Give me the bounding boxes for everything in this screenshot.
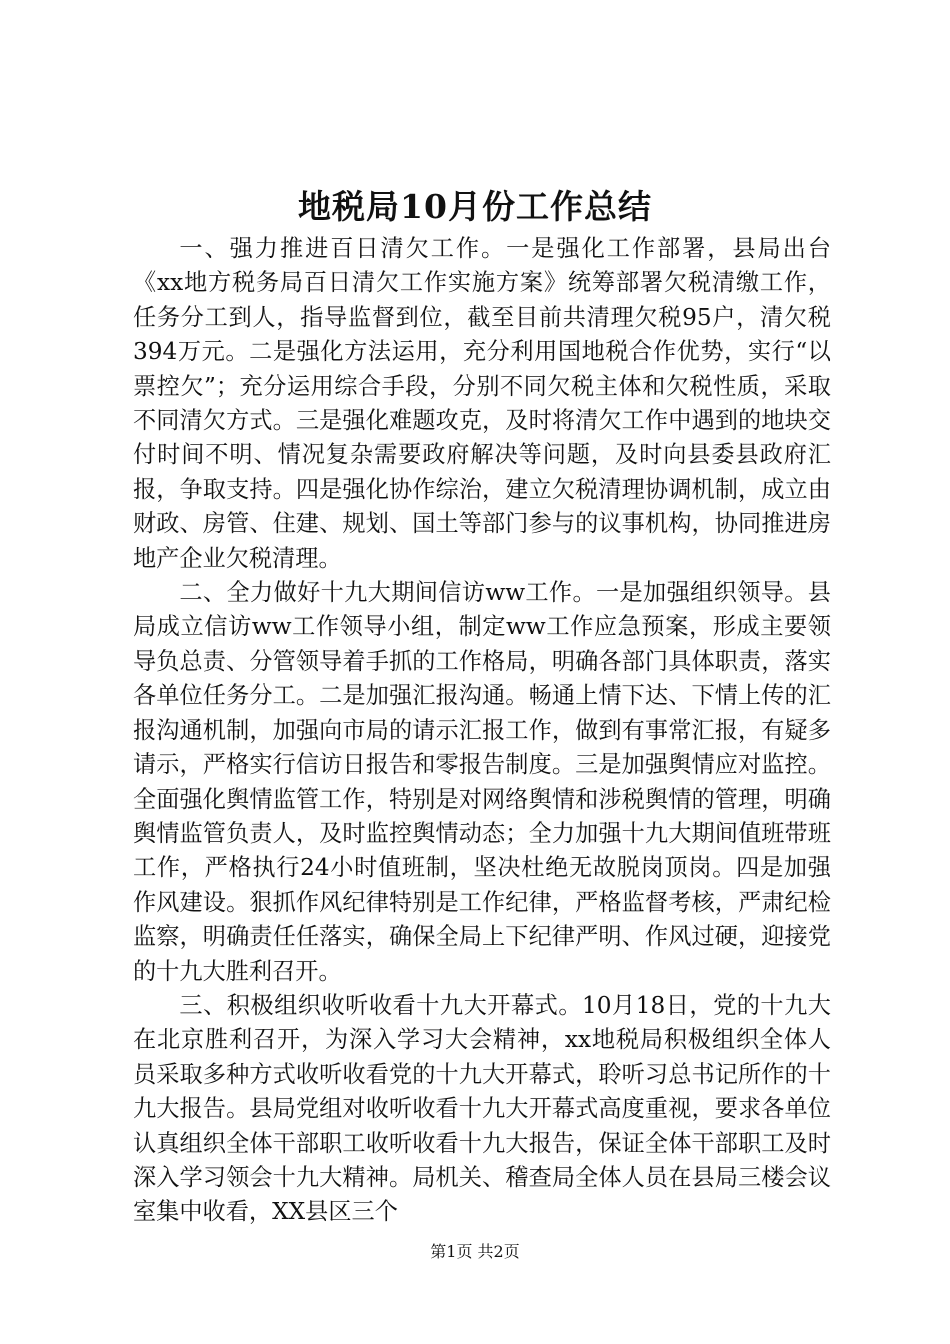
document-title: 地税局10月份工作总结 bbox=[298, 187, 652, 226]
paragraph-3: 三、积极组织收听收看十九大开幕式。10月18日，党的十九大在北京胜利召开，为深入学习大会精神，xx地税局积极组织全体人员采取多种方式收听收看党的十九大开幕式，聆听习总书记所作的十九大报告。县局党组对收听收看十九大开幕式高度重视，要求各单位认真组织全体干部职工收听收看十九大报告，保证全体干部职工及时深入学习领会十九大精神。局机关、稽查局全体人员在县局三楼会议室集中收看，XX县区三个 bbox=[133, 991, 831, 1226]
document-body bbox=[133, 232, 831, 1230]
paragraph-2: 二、全力做好十九大期间信访ww工作。一是加强组织领导。县局成立信访ww工作领导小组，制定ww工作应急预案，形成主要领导负总责、分管领导着手抓的工作格局，明确各部门具体职责，落实各单位任务分工。二是加强汇报沟通。畅通上情下达、下情上传的汇报沟通机制，加强向市局的请示汇报工作，做到有事常汇报，有疑多请示，严格实行信访日报告和零报告制度。三是加强舆情应对监控。全面强化舆情监管工作，特别是对网络舆情和涉税舆情的管理，明确舆情监管负责人，及时监控舆情动态；全力加强十九大期间值班带班工作，严格执行24小时值班制，坚决杜绝无故脱岗顶岗。四是加强作风建设。狠抓作风纪律特别是工作纪律，严格监督考核，严肃纪检监察，明确责任任落实，确保全局上下纪律严明、作风过硬，迎接党的十九大胜利召开。 bbox=[133, 579, 831, 985]
paragraph-1: 一、强力推进百日清欠工作。一是强化工作部署，县局出台《xx地方税务局百日清欠工作实施方案》统筹部署欠税清缴工作，任务分工到人，指导监督到位，截至目前共清理欠税95户，清欠税394万元。二是强化方法运用，充分利用国地税合作优势，实行“以票控欠”；充分运用综合手段，分别不同欠税主体和欠税性质，采取不同清欠方式。三是强化难题攻克，及时将清欠工作中遇到的地块交付时间不明、情况复杂需要政府解决等问题，及时向县委县政府汇报，争取支持。四是强化协作综治，建立欠税清理协调机制，成立由财政、房管、住建、规划、国土等部门参与的议事机构，协同推进房地产企业欠税清理。 bbox=[133, 235, 831, 572]
page-number-footer: 第1页 共2页 bbox=[430, 1242, 520, 1261]
